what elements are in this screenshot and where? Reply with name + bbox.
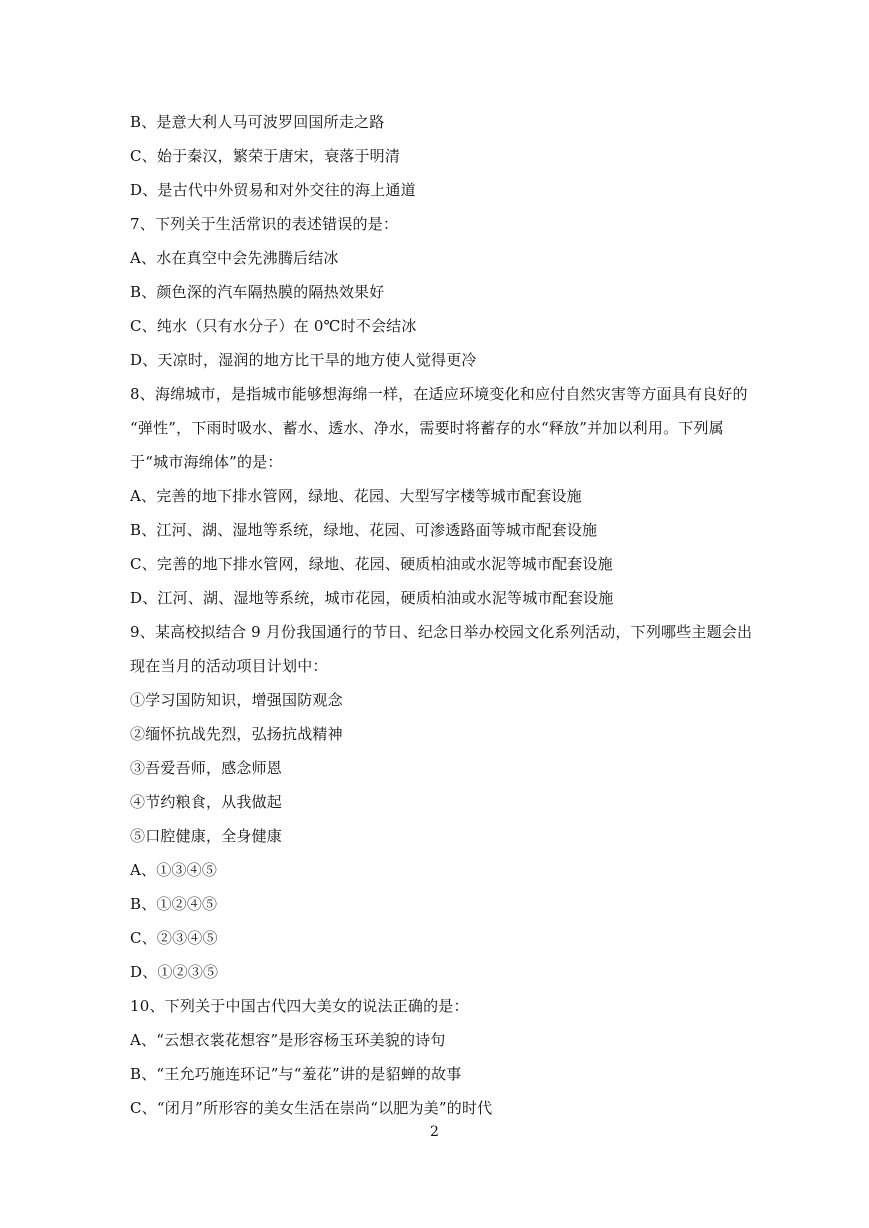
question-9-line-2: 现在当月的活动项目计划中： xyxy=(130,657,328,675)
option-d-q7: D、天凉时，湿润的地方比干旱的地方使人觉得更冷 xyxy=(130,351,477,369)
option-a-q7: A、水在真空中会先沸腾后结冰 xyxy=(130,249,339,267)
option-c-q6: C、始于秦汉，繁荣于唐宋，衰落于明清 xyxy=(130,147,401,165)
theme-item-1: ①学习国防知识，增强国防观念 xyxy=(130,691,343,709)
option-c-q8: C、完善的地下排水管网，绿地、花园、硬质柏油或水泥等城市配套设施 xyxy=(130,555,613,573)
option-d-q9: D、①②③⑤ xyxy=(130,963,219,981)
option-d-q8: D、江河、湖、湿地等系统，城市花园，硬质柏油或水泥等城市配套设施 xyxy=(130,589,614,607)
option-c-q10: C、“闭月”所形容的美女生活在崇尚“以肥为美”的时代 xyxy=(130,1099,493,1117)
question-8-line-1: 8、海绵城市，是指城市能够想海绵一样，在适应环境变化和应付自然灾害等方面具有良好的 xyxy=(130,385,748,403)
option-b-q10: B、“王允巧施连环记”与“羞花”讲的是貂蝉的故事 xyxy=(130,1065,462,1083)
question-10: 10、下列关于中国古代四大美女的说法正确的是： xyxy=(130,997,469,1015)
option-b-q7: B、颜色深的汽车隔热膜的隔热效果好 xyxy=(130,283,385,301)
option-a-q10: A、“云想衣裳花想容”是形容杨玉环美貌的诗句 xyxy=(130,1031,446,1049)
question-9-line-1: 9、某高校拟结合 9 月份我国通行的节日、纪念日举办校园文化系列活动，下列哪些主题会出 xyxy=(130,623,753,641)
question-8-line-2: “弹性”，下雨时吸水、蓄水、透水、净水，需要时将蓄存的水“释放”并加以利用。下列属 xyxy=(130,419,724,437)
theme-item-2: ②缅怀抗战先烈，弘扬抗战精神 xyxy=(130,725,343,743)
option-c-q7: C、纯水（只有水分子）在 0℃时不会结冰 xyxy=(130,317,417,335)
option-b-q8: B、江河、湖、湿地等系统，绿地、花园、可渗透路面等城市配套设施 xyxy=(130,521,598,539)
option-b-q6: B、是意大利人马可波罗回国所走之路 xyxy=(130,113,385,131)
option-a-q9: A、①③④⑤ xyxy=(130,861,218,879)
option-a-q8: A、完善的地下排水管网，绿地、花园、大型写字楼等城市配套设施 xyxy=(130,487,582,505)
option-b-q9: B、①②④⑤ xyxy=(130,895,218,913)
theme-item-3: ③吾爱吾师，感念师恩 xyxy=(130,759,283,777)
question-7: 7、下列关于生活常识的表述错误的是： xyxy=(130,215,399,233)
theme-item-4: ④节约粮食，从我做起 xyxy=(130,793,283,811)
option-c-q9: C、②③④⑤ xyxy=(130,929,218,947)
theme-item-5: ⑤口腔健康，全身健康 xyxy=(130,827,283,845)
question-8-line-3: 于“城市海绵体”的是： xyxy=(130,453,283,471)
page-number: 2 xyxy=(430,1124,439,1140)
option-d-q6: D、是古代中外贸易和对外交往的海上通道 xyxy=(130,181,416,199)
